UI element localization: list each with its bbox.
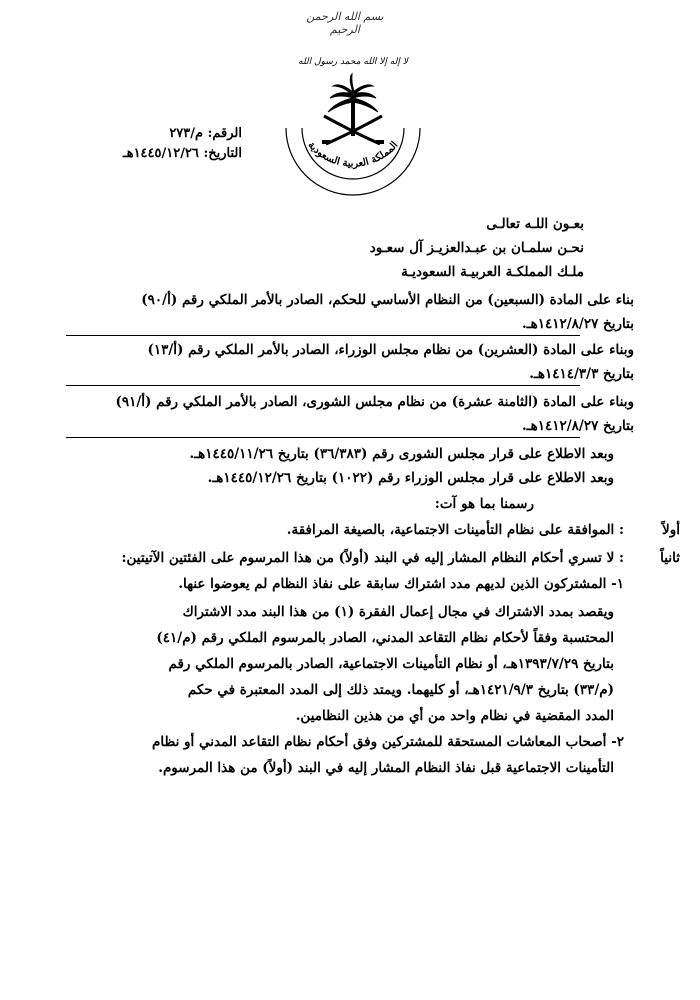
decree-intro: رسمنا بما هو آت: — [434, 496, 534, 512]
recital-basic-law: بناء على المادة (السبعين) من النظام الأساسي للحكم، الصادر بالأمر الملكي رقم (أ/٩٠) — [141, 292, 634, 308]
svg-text:المملكة العربية السعودية — [306, 140, 401, 170]
reference-block — [62, 124, 242, 164]
opening-invocation: بعـون اللـه تعالـى — [486, 216, 584, 232]
exception-item-1-line: ويقصد بمدد الاشتراك في مجال إعمال الفقرة (١) من هذا البند مدد الاشتراك — [182, 604, 614, 620]
clause-first-label: أولاً — [662, 522, 680, 538]
exception-item-1-line: بتاريخ ١٣٩٣/٧/٢٩هـ، أو نظام التأمينات الاجتماعية، الصادر بالمرسوم الملكي رقم — [168, 656, 614, 672]
opening-king-title: ملـك المملكـة العربيـة السعوديـة — [401, 264, 584, 280]
recital-council-ministers-date: بتاريخ ١٤١٤/٣/٣هـ. — [529, 366, 634, 382]
exception-item-1-line: (م/٣٣) بتاريخ ١٤٢١/٩/٣هـ، أو كليهما. ويمتد ذلك إلى المدد المعتبرة في حكم — [187, 682, 614, 698]
divider — [66, 437, 580, 438]
clause-second-label: ثانياً — [660, 550, 680, 566]
clause-second-text: : لا تسري أحكام النظام المشار إليه في البند (أولاً) من هذا المرسوم على الفئتين الآتيتين: — [121, 550, 624, 566]
seal-arc-text: المملكة العربية السعودية — [305, 139, 401, 170]
saudi-emblem-seal — [278, 32, 428, 202]
exception-item-2-line: التأمينات الاجتماعية قبل نفاذ النظام المشار إليه في البند (أولاً) من هذا المرسوم. — [158, 760, 614, 776]
exception-item-1-line: المدد المقضية في نظام واحد من أي من هذين النظامين. — [295, 708, 614, 724]
recital-shura-resolution: وبعد الاطلاع على قرار مجلس الشورى رقم (٣٦/٣٨٣) بتاريخ ١٤٤٥/١١/٢٦هـ. — [189, 446, 614, 462]
reference-date: التاريخ: ١٤٤٥/١٢/٢٦هـ — [122, 146, 242, 161]
palm-swords-icon — [278, 32, 428, 202]
divider — [66, 385, 580, 386]
opening-king-name: نحـن سلمـان بن عبـدالعزيـز آل سعـود — [369, 240, 584, 256]
recital-council-ministers-law: وبناء على المادة (العشرين) من نظام مجلس الوزراء، الصادر بالأمر الملكي رقم (أ/١٣) — [147, 342, 634, 358]
divider — [66, 335, 580, 336]
exception-item-2: ٢- أصحاب المعاشات المستحقة للمشتركين وفق أحكام نظام التقاعد المدني أو نظام — [152, 734, 624, 750]
recital-basic-law-date: بتاريخ ١٤١٢/٨/٢٧هـ. — [521, 316, 634, 332]
recital-ministers-resolution: وبعد الاطلاع على قرار مجلس الوزراء رقم (١٠٢٢) بتاريخ ١٤٤٥/١٢/٢٦هـ. — [207, 470, 614, 486]
reference-number: الرقم: م/٢٧٣ — [169, 126, 242, 141]
shahada-calligraphy: لا إله إلا الله محمد رسول الله — [298, 57, 408, 67]
recital-shura-law: وبناء على المادة (الثامنة عشرة) من نظام مجلس الشورى، الصادر بالأمر الملكي رقم (أ/٩١) — [115, 394, 634, 410]
recital-shura-law-date: بتاريخ ١٤١٢/٨/٢٧هـ. — [521, 418, 634, 434]
clause-first-text: : الموافقة على نظام التأمينات الاجتماعية، بالصيغة المرافقة. — [286, 522, 624, 538]
exception-item-1-line: المحتسبة وفقاً لأحكام نظام التقاعد المدني، الصادر بالمرسوم الملكي رقم (م/٤١) — [156, 630, 614, 646]
exception-item-1: ١- المشتركون الذين لديهم مدد اشتراك سابقة على نفاذ النظام لم يعوضوا عنها. — [178, 576, 624, 592]
basmala: بسم الله الرحمن الرحيم — [306, 10, 384, 36]
